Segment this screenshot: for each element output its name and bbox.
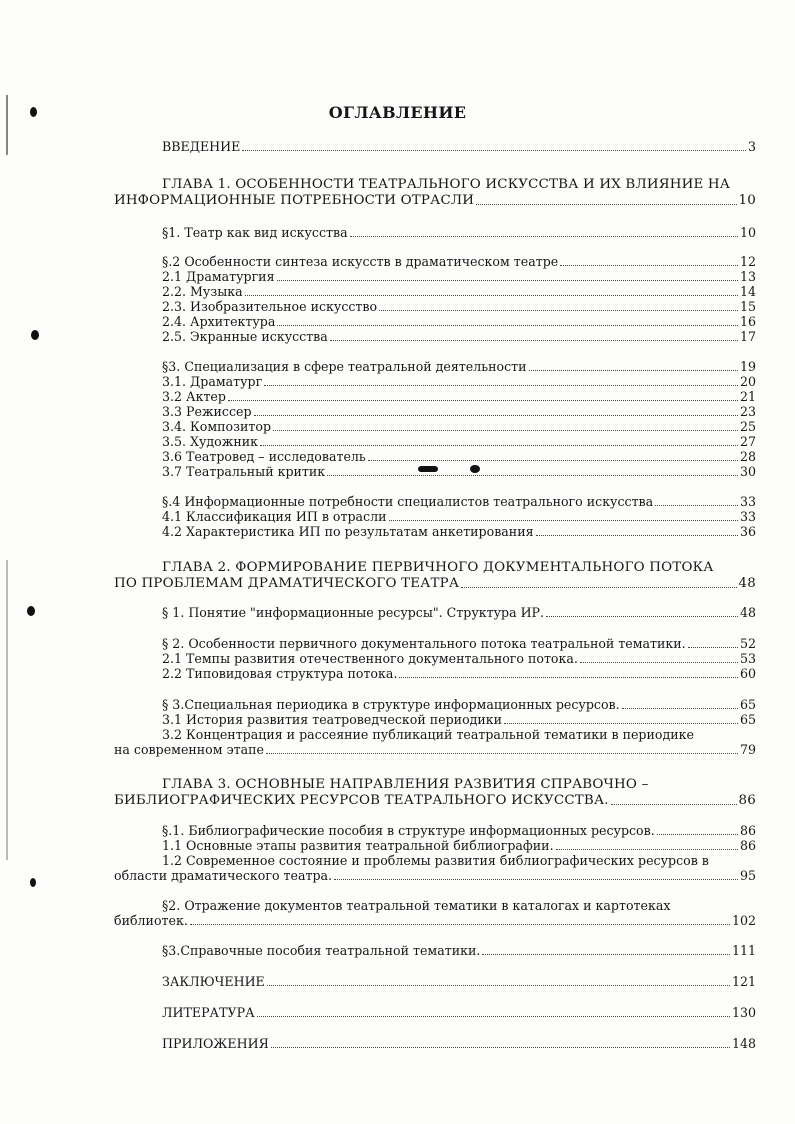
dot-leader	[350, 236, 738, 237]
toc-entry-subsection-line1: 3.2 Концентрация и рассеяние публикаций театральной тематики в периодике	[162, 727, 694, 742]
toc-entry-subsection	[162, 374, 756, 390]
dot-leader	[228, 400, 738, 401]
toc-entry-label: 2.5. Экранные искусства	[162, 329, 328, 344]
dot-leader	[327, 475, 738, 476]
toc-entry-section	[162, 697, 756, 713]
dot-leader	[277, 325, 738, 326]
toc-entry-label: §1. Театр как вид искусства	[162, 225, 348, 240]
toc-entry-chapter3	[114, 793, 756, 809]
chapter3-heading-line1: ГЛАВА 3. ОСНОВНЫЕ НАПРАВЛЕНИЯ РАЗВИТИЯ СПРАВОЧНО –	[162, 777, 649, 792]
toc-entry-subsection	[162, 314, 756, 330]
toc-entry-label: области драматического театра.	[114, 868, 333, 883]
toc-entry-label: §.4 Информационные потребности специалистов театрального искусства	[162, 494, 654, 509]
chapter1-heading-line1: ГЛАВА 1. ОСОБЕННОСТИ ТЕАТРАЛЬНОГО ИСКУССТВА И ИХ ВЛИЯНИЕ НА	[162, 177, 731, 192]
scan-speck	[27, 606, 35, 616]
toc-entry-label: ЛИТЕРАТУРА	[162, 1005, 255, 1020]
toc-entry-label: §.2 Особенности синтеза искусств в драматическом театре	[162, 254, 559, 269]
toc-entry-appendix	[162, 1036, 756, 1052]
toc-entry-label: § 1. Понятие "информационные ресурсы". Структура ИР.	[162, 605, 545, 620]
dot-leader	[529, 370, 738, 371]
dot-leader	[389, 520, 738, 521]
dot-leader	[536, 535, 738, 536]
toc-entry-conclusion	[162, 974, 756, 990]
scan-speck	[31, 330, 39, 340]
toc-entry-label: 3.6 Театровед – исследователь	[162, 449, 366, 464]
toc-entry-page: 16	[739, 314, 756, 329]
dot-leader	[655, 505, 738, 506]
dot-leader	[257, 1016, 730, 1017]
toc-entry-page: 10	[738, 193, 756, 208]
toc-entry-subsection	[162, 269, 756, 285]
toc-entry-page: 17	[739, 329, 756, 344]
toc-entry-section	[162, 636, 756, 652]
toc-entry-section	[162, 494, 756, 510]
scan-edge-mark	[6, 560, 8, 860]
toc-entry-page: 86	[739, 838, 756, 853]
toc-entry-subsection	[162, 838, 756, 854]
toc-entry-subsection	[162, 299, 756, 315]
toc-entry-page: 111	[731, 943, 756, 958]
toc-entry-label: §.1. Библиографические пособия в структуре информационных ресурсов.	[162, 823, 655, 838]
toc-entry-subsection	[162, 389, 756, 405]
toc-entry-page: 121	[731, 974, 756, 989]
toc-entry-subsection	[162, 449, 756, 465]
toc-entry-page: 3	[747, 139, 756, 154]
dot-leader	[264, 385, 738, 386]
dot-leader	[482, 954, 730, 955]
toc-entry-page: 33	[739, 509, 756, 524]
dot-leader	[379, 310, 738, 311]
toc-entry-subsection	[162, 284, 756, 300]
toc-entry-label: 2.3. Изобразительное искусство	[162, 299, 378, 314]
toc-entry-label: ВВЕДЕНИЕ	[162, 139, 241, 154]
dot-leader	[245, 295, 738, 296]
toc-entry-subsection	[162, 464, 756, 480]
toc-entry-page: 52	[739, 636, 756, 651]
dot-leader	[242, 150, 746, 151]
toc-entry-label: ПО ПРОБЛЕМАМ ДРАМАТИЧЕСКОГО ТЕАТРА	[114, 576, 460, 591]
toc-entry-page: 79	[739, 742, 756, 757]
dot-leader	[560, 265, 738, 266]
toc-entry-label: §3. Специализация в сфере театральной деятельности	[162, 359, 527, 374]
toc-entry-label: 4.1 Классификация ИП в отрасли	[162, 509, 387, 524]
dot-leader	[622, 708, 738, 709]
toc-entry-subsection	[162, 524, 756, 540]
toc-entry-label: 2.4. Архитектура	[162, 314, 276, 329]
toc-entry-label: 2.1 Драматургия	[162, 269, 275, 284]
toc-entry-page: 15	[739, 299, 756, 314]
toc-entry-page: 65	[739, 712, 756, 727]
toc-entry-label: 3.3 Режиссер	[162, 404, 252, 419]
toc-entry-section	[162, 225, 756, 241]
dot-leader	[688, 647, 738, 648]
toc-entry-page: 48	[739, 605, 756, 620]
toc-entry-subsection	[162, 419, 756, 435]
dot-leader	[657, 834, 738, 835]
toc-entry-subsection	[114, 742, 756, 758]
toc-entry-page: 36	[739, 524, 756, 539]
toc-entry-page: 148	[731, 1036, 756, 1051]
dot-leader	[334, 879, 738, 880]
toc-entry-label: § 3.Специальная периодика в структуре информационных ресурсов.	[162, 697, 620, 712]
toc-entry-chapter1	[114, 193, 756, 209]
dot-leader	[190, 924, 730, 925]
toc-entry-page: 25	[739, 419, 756, 434]
dot-leader	[277, 280, 738, 281]
dot-leader	[580, 662, 738, 663]
toc-entry-label: 2.2 Типовидовая структура потока.	[162, 666, 398, 681]
toc-entry-label: ПРИЛОЖЕНИЯ	[162, 1036, 269, 1051]
toc-entry-label: 3.1 История развития театроведческой периодики	[162, 712, 503, 727]
dot-leader	[546, 616, 738, 617]
toc-entry-subsection	[162, 666, 756, 682]
toc-entry-page: 86	[738, 793, 756, 808]
toc-entry-literature	[162, 1005, 756, 1021]
toc-entry-page: 48	[738, 576, 756, 591]
toc-entry-section	[162, 254, 756, 270]
toc-entry-label: 3.1. Драматург	[162, 374, 263, 389]
toc-entry-subsection	[162, 651, 756, 667]
toc-entry-label: библиотек.	[114, 913, 188, 928]
toc-entry-label: 2.2. Музыка	[162, 284, 243, 299]
toc-entry-page: 60	[739, 666, 756, 681]
toc-entry-chapter2	[114, 576, 756, 592]
toc-entry-page: 14	[739, 284, 756, 299]
toc-entry-page: 21	[739, 389, 756, 404]
toc-entry-subsection	[162, 434, 756, 450]
dot-leader	[330, 340, 738, 341]
chapter2-heading-line1: ГЛАВА 2. ФОРМИРОВАНИЕ ПЕРВИЧНОГО ДОКУМЕНТАЛЬНОГО ПОТОКА	[162, 560, 714, 575]
toc-entry-page: 27	[739, 434, 756, 449]
dot-leader	[273, 430, 738, 431]
toc-entry-subsection	[114, 868, 756, 884]
toc-entry-label: БИБЛИОГРАФИЧЕСКИХ РЕСУРСОВ ТЕАТРАЛЬНОГО ИСКУССТВА.	[114, 793, 609, 808]
dot-leader	[476, 204, 736, 205]
toc-entry-page: 23	[739, 404, 756, 419]
dot-leader	[260, 445, 738, 446]
toc-entry-page: 86	[739, 823, 756, 838]
toc-entry-page: 10	[739, 225, 756, 240]
toc-entry-page: 102	[731, 913, 756, 928]
toc-entry-page: 130	[731, 1005, 756, 1020]
scan-speck	[30, 878, 36, 887]
toc-entry-page: 30	[739, 464, 756, 479]
toc-entry-section-line1: §2. Отражение документов театральной тематики в каталогах и картотеках	[162, 898, 671, 913]
dot-leader	[267, 985, 730, 986]
dot-leader	[254, 415, 738, 416]
toc-entry-page: 19	[739, 359, 756, 374]
toc-entry-subsection	[162, 509, 756, 525]
dot-leader	[271, 1047, 730, 1048]
toc-entry-section	[114, 913, 756, 929]
toc-entry-page: 53	[739, 651, 756, 666]
toc-entry-label: 3.5. Художник	[162, 434, 258, 449]
toc-title: ОГЛАВЛЕНИЕ	[328, 103, 467, 122]
dot-leader	[368, 460, 738, 461]
toc-entry-label: §3.Справочные пособия театральной тематики.	[162, 943, 481, 958]
toc-entry-page: 13	[739, 269, 756, 284]
toc-entry-section	[162, 943, 756, 959]
toc-entry-label: 3.2 Актер	[162, 389, 226, 404]
toc-entry-page: 20	[739, 374, 756, 389]
toc-entry-label: 3.7 Театральный критик	[162, 464, 326, 479]
dot-leader	[266, 753, 738, 754]
toc-entry-page: 12	[739, 254, 756, 269]
toc-entry-subsection	[162, 329, 756, 345]
toc-entry-section	[162, 823, 756, 839]
toc-entry-page: 65	[739, 697, 756, 712]
toc-entry-label: § 2. Особенности первичного документального потока театральной тематики.	[162, 636, 686, 651]
dot-leader	[611, 804, 737, 805]
toc-entry-section	[162, 359, 756, 375]
toc-entry-label: 4.2 Характеристика ИП по результатам анкетирования	[162, 524, 534, 539]
toc-entry-label: на современном этапе	[114, 742, 264, 757]
toc-entry-intro	[162, 139, 756, 155]
toc-entry-subsection	[162, 404, 756, 420]
toc-entry-section	[162, 605, 756, 621]
dot-leader	[461, 587, 736, 588]
toc-entry-page: 33	[739, 494, 756, 509]
dot-leader	[504, 723, 738, 724]
toc-entry-label: 3.4. Композитор	[162, 419, 272, 434]
dot-leader	[399, 677, 738, 678]
toc-entry-subsection	[162, 712, 756, 728]
toc-entry-label: 1.1 Основные этапы развития театральной библиографии.	[162, 838, 554, 853]
dot-leader	[556, 849, 738, 850]
toc-entry-subsection-line1: 1.2 Современное состояние и проблемы развития библиографических ресурсов в	[162, 853, 709, 868]
toc-entry-label: 2.1 Темпы развития отечественного документального потока.	[162, 651, 578, 666]
toc-entry-label: ЗАКЛЮЧЕНИЕ	[162, 974, 265, 989]
toc-entry-page: 28	[739, 449, 756, 464]
toc-entry-label: ИНФОРМАЦИОННЫЕ ПОТРЕБНОСТИ ОТРАСЛИ	[114, 193, 475, 208]
toc-entry-page: 95	[739, 868, 756, 883]
